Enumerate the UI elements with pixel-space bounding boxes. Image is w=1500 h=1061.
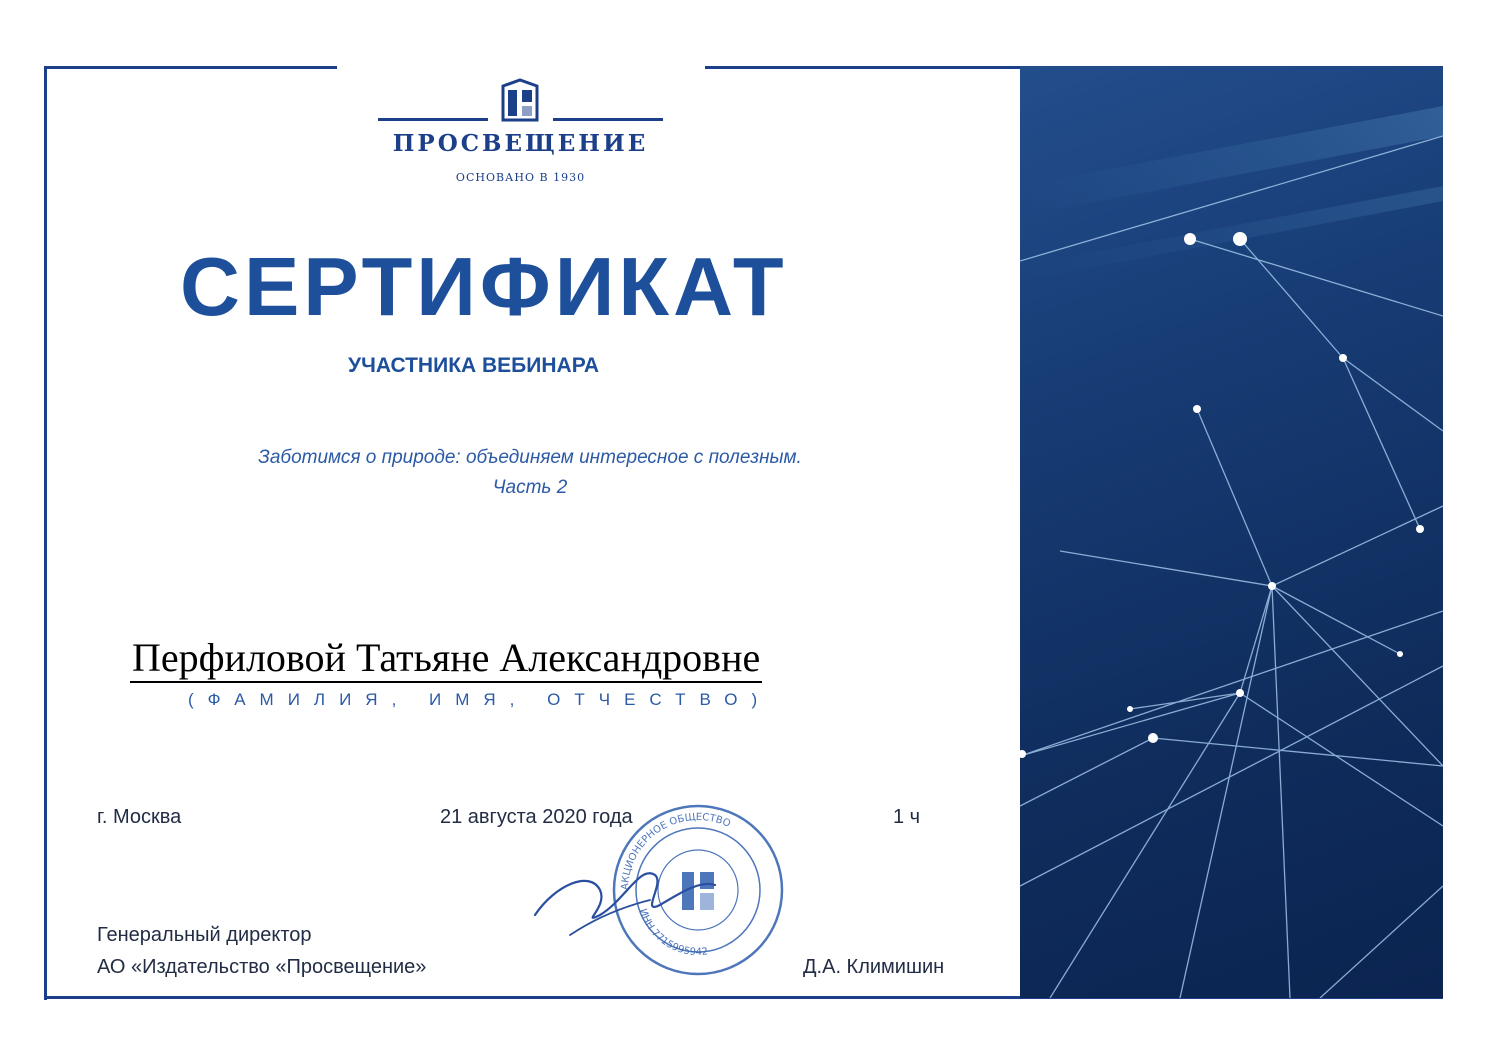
stamp-inn: ИНН 7715995942 [636,907,709,959]
webinar-topic-line1: Заботимся о природе: объединяем интересное с полезным. [258,447,802,468]
duration: 1 ч [893,806,921,828]
brand-name: ПРОСВЕЩЕНИЕ [392,130,649,157]
webinar-topic-line2: Часть 2 [492,477,568,498]
signatory-position: Генеральный директор [97,924,312,946]
recipient-caption: (ФАМИЛИЯ, ИМЯ, ОТЧЕСТВО) [188,690,772,709]
frame-top-left [44,66,337,69]
signatory-organization: АО «Издательство «Просвещение» [97,956,427,978]
date: 21 августа 2020 года [440,806,633,828]
decorative-network-panel [1020,66,1443,998]
publisher-emblem-icon [500,78,540,122]
signatory-name: Д.А. Климишин [803,956,945,978]
stamp-outer-text: АКЦИОНЕРНОЕ ОБЩЕСТВО [619,811,733,891]
certificate-title: СЕРТИФИКАТ [180,240,788,333]
publisher-logo [378,76,663,196]
logo-line-right [553,118,663,121]
certificate-subtitle: УЧАСТНИКА ВЕБИНАРА [348,354,600,377]
logo-line-left [378,118,488,121]
city: г. Москва [97,806,182,828]
recipient-name: Перфиловой Татьяне Александровне [130,635,762,683]
brand-founded: ОСНОВАНО В 1930 [455,171,586,184]
network-graphic [1020,66,1443,998]
director-signature [530,845,720,955]
frame-left [44,66,47,1000]
